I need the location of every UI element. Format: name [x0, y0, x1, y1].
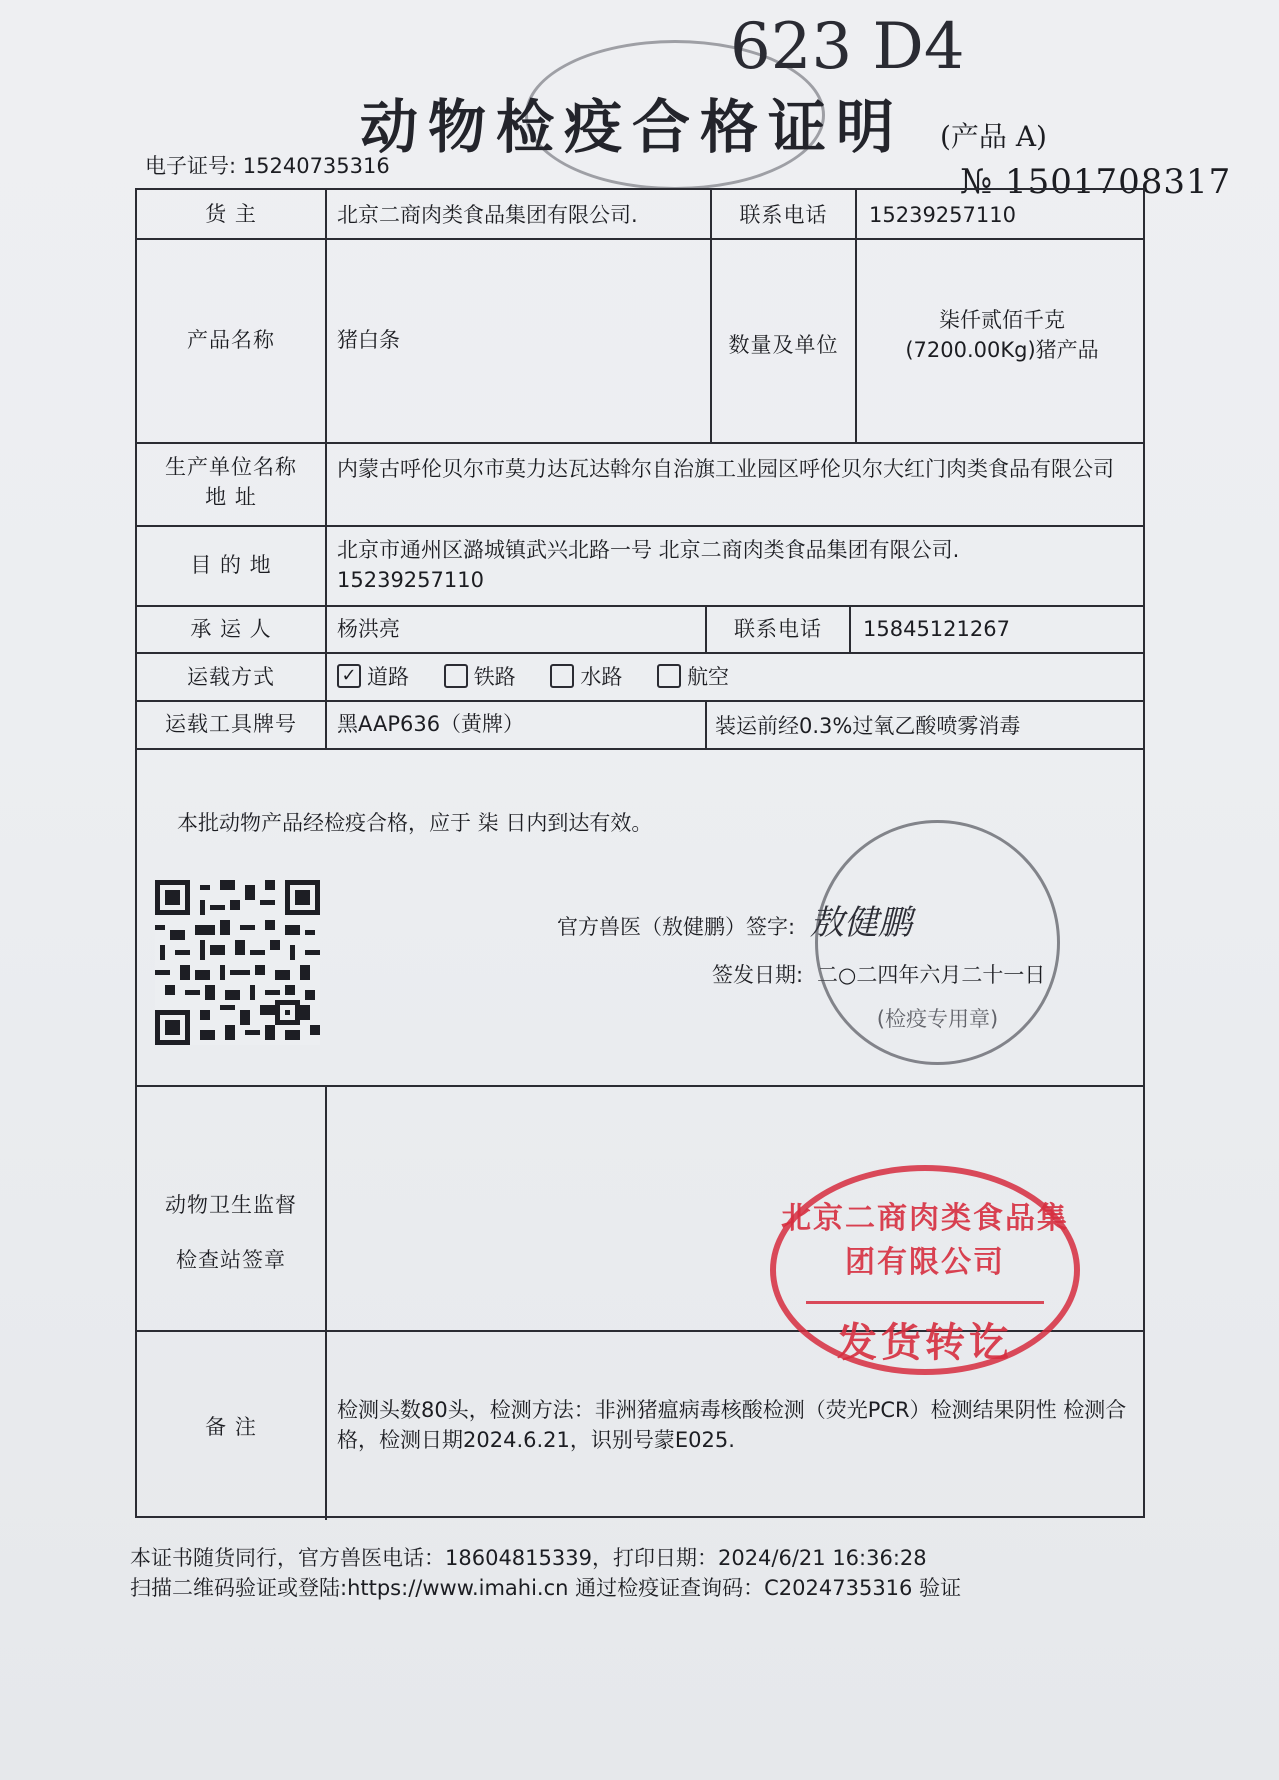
water-checkbox[interactable] [550, 664, 574, 688]
producer-label-2: 地 址 [205, 485, 257, 509]
water-label: 水路 [580, 665, 623, 689]
product-value: 猪白条 [337, 328, 400, 352]
serial-value: 1501708317 [1005, 162, 1232, 202]
rail-checkbox[interactable] [444, 664, 468, 688]
issue-date-label: 签发日期: [712, 963, 804, 987]
transport-option-water [550, 662, 622, 692]
carrier-phone-label: 联系电话 [734, 617, 822, 641]
plate-label: 运载工具牌号 [165, 712, 297, 736]
carrier-label: 承 运 人 [190, 617, 272, 641]
transport-label: 运载方式 [187, 665, 275, 689]
remarks-text: 检测头数80头，检测方法：非洲猪瘟病毒核酸检测（荧光PCR）检测结果阴性 检测合格，检测日期2024.6.21，识别号蒙E025. [337, 1398, 1127, 1452]
phone-value: 15239257110 [869, 203, 1016, 227]
destination-line2: 15239257110 [337, 568, 484, 592]
disinfect-value: 装运前经0.3%过氧乙酸喷雾消毒 [715, 714, 1021, 738]
shipping-stamp-company: 北京二商肉类食品集团有限公司 [781, 1201, 1069, 1280]
page-title: 动物检疫合格证明 [360, 93, 905, 161]
station-label-1: 动物卫生监督 [165, 1193, 297, 1217]
validity-text: 本批动物产品经检疫合格，应于 柒 日内到达有效。 [177, 811, 653, 835]
vet-label: 官方兽医（敖健鹏）签字: [557, 915, 796, 939]
quarantine-stamp-label: (检疫专用章) [876, 1007, 999, 1031]
destination-label: 目 的 地 [190, 553, 272, 577]
remarks-label: 备 注 [205, 1415, 257, 1439]
owner-label: 货 主 [205, 202, 257, 226]
air-checkbox[interactable] [657, 664, 681, 688]
quantity-line1: 柒仟贰佰千克 [939, 308, 1065, 332]
station-label-2: 检查站签章 [176, 1248, 286, 1272]
carrier-phone-value: 15845121267 [863, 617, 1010, 641]
ecert-value: 15240735316 [242, 154, 390, 178]
transport-option-air [657, 662, 729, 692]
transport-options [337, 662, 757, 692]
shipping-stamp [770, 1165, 1080, 1375]
producer-label: 生产单位名称 [165, 455, 297, 479]
shipping-stamp-center: 发货转讫 [837, 1319, 1013, 1366]
quarantine-stamp [815, 820, 1060, 1065]
electronic-cert-number [145, 150, 390, 180]
road-checkbox[interactable]: ✓ [337, 664, 361, 688]
vet-signature: 敖健鹏 [810, 903, 912, 943]
destination-line1: 北京市通州区潞城镇武兴北路一号 北京二商肉类食品集团有限公司. [337, 538, 960, 562]
quantity-label: 数量及单位 [728, 333, 839, 357]
footer-line-1: 本证书随货同行，官方兽医电话：18604815339，打印日期：2024/6/21 16:36:28 [130, 1546, 927, 1570]
road-label: 道路 [367, 665, 409, 689]
footer-line-2: 扫描二维码验证或登陆:https://www.imahi.cn 通过检疫证查询码：C2024735316 验证 [130, 1576, 962, 1600]
plate-value: 黑AAP636（黄牌） [337, 712, 525, 736]
ecert-label: 电子证号: [145, 154, 237, 178]
air-label: 航空 [687, 665, 730, 689]
issue-date-value: 二○二四年六月二十一日 [817, 963, 1046, 987]
owner-value: 北京二商肉类食品集团有限公司. [337, 203, 638, 227]
quantity-line2: (7200.00Kg)猪产品 [905, 338, 1099, 362]
transport-option-rail [444, 662, 516, 692]
serial-prefix: № [960, 162, 994, 202]
handwritten-note: 623 D4 [730, 10, 965, 84]
carrier-value: 杨洪亮 [337, 617, 400, 641]
producer-value: 内蒙古呼伦贝尔市莫力达瓦达斡尔自治旗工业园区呼伦贝尔大红门肉类食品有限公司 [337, 457, 1114, 481]
product-label: 产品名称 [187, 328, 275, 352]
rail-label: 铁路 [473, 665, 516, 689]
qr-code[interactable] [155, 880, 320, 1045]
transport-option-road [337, 662, 409, 692]
phone-label: 联系电话 [739, 203, 828, 227]
title-suffix: (产品 A) [940, 120, 1047, 153]
